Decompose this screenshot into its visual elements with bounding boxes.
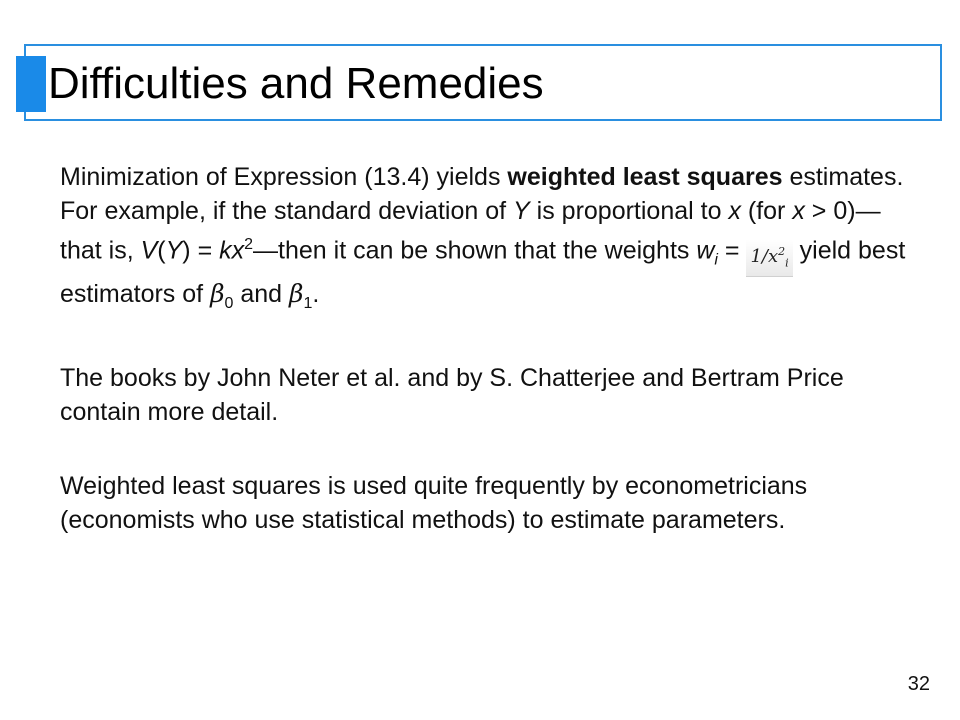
text-run: . <box>312 280 320 309</box>
subscript: 0 <box>224 295 234 313</box>
variable-w: w <box>696 236 715 265</box>
text-run: ( <box>157 236 166 265</box>
slide-title: Difficulties and Remedies <box>48 59 544 108</box>
paragraph-references: The books by John Neter et al. and by S. Chatterjee and Bertram Price contain more detail. <box>60 364 844 427</box>
text-run: is proportional to <box>529 197 729 225</box>
page-number: 32 <box>907 673 930 695</box>
paragraph-weighted-least-squares <box>60 160 920 321</box>
beta-symbol: β <box>289 279 304 309</box>
text-run: —then it can be shown that the weights <box>253 236 697 265</box>
text-run: Minimization of Expression (13.4) yields <box>60 163 508 191</box>
text-run: ) = <box>182 236 220 265</box>
variable-x: x <box>792 197 805 225</box>
bold-term: weighted least squares <box>507 163 783 191</box>
paragraph-econometrics: Weighted least squares is used quite frequently by econometricians (economists who use statistical methods) to estimate parameters. <box>60 472 808 535</box>
subscript-i: i <box>714 251 718 269</box>
text-run: and <box>233 280 290 309</box>
formula-exponent: 2 <box>778 245 786 259</box>
slide-body <box>60 160 920 537</box>
text-run: = <box>717 236 747 265</box>
weight-formula-image <box>746 240 792 277</box>
superscript: 2 <box>244 236 254 253</box>
text-run: estimates. For example, if the standard deviation of <box>60 163 904 225</box>
formula-subscript: i <box>785 256 789 270</box>
variable-y: Y <box>513 197 530 225</box>
title-accent-bar <box>16 56 46 112</box>
variable-y: Y <box>165 236 183 265</box>
variable-x: x <box>728 197 741 225</box>
text-run: (for <box>740 197 793 225</box>
formula-numerator: 1/ <box>750 246 769 268</box>
beta-symbol: β <box>210 279 225 309</box>
text-run: yield best estimators of <box>60 236 906 309</box>
subscript: 1 <box>303 295 313 313</box>
formula-x: x <box>768 246 779 268</box>
text-run: > 0)—that is, <box>60 197 881 265</box>
variance-function: V <box>140 236 158 265</box>
variable-kx: kx <box>219 236 245 265</box>
